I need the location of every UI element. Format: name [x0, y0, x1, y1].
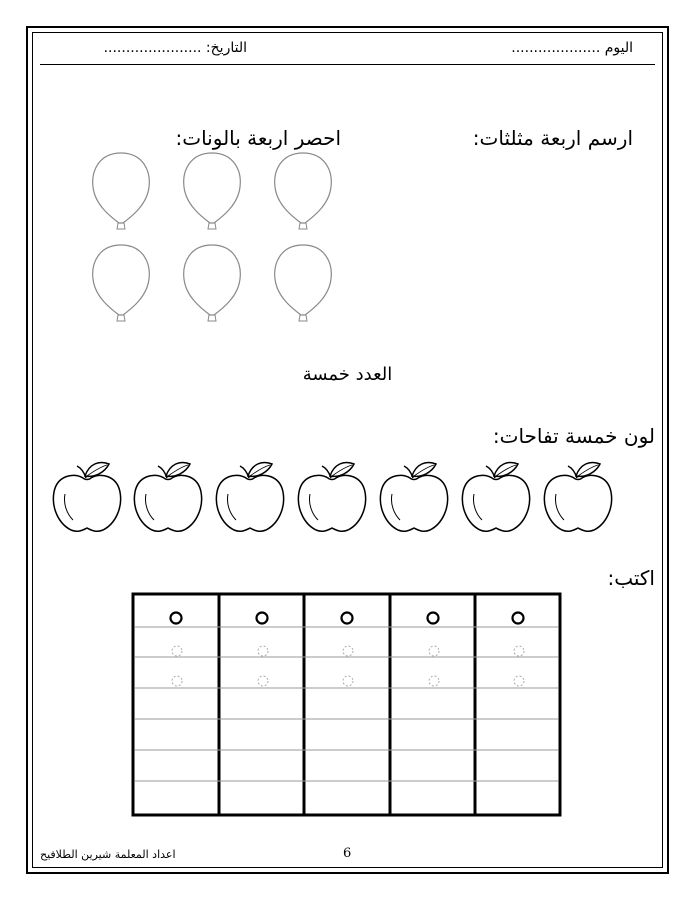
question-color-apples: لون خمسة تفاحات:: [492, 424, 655, 448]
balloon-icon: [184, 245, 241, 321]
day-field: اليوم ....................: [511, 40, 633, 56]
question-circle-balloons: احصر اربعة بالونات:: [175, 126, 341, 150]
balloon-icon: [184, 153, 241, 229]
balloon-icon: [275, 153, 332, 229]
apple-icon: [544, 463, 611, 532]
apple-icon: [462, 463, 529, 532]
digit-trace-guides: [172, 646, 524, 686]
question-write: اكتب:: [607, 566, 655, 590]
balloon-icon: [93, 153, 150, 229]
writing-practice-grid: [133, 594, 560, 815]
digit-model: [428, 613, 439, 624]
apple-icon: [380, 463, 447, 532]
digit-model: [342, 613, 353, 624]
balloon-icon: [93, 245, 150, 321]
question-draw-triangles: ارسم اربعة مثلثات:: [472, 126, 633, 150]
author-credit: اعداد المعلمة شيرين الطلافيح: [40, 848, 176, 861]
number-title: العدد خمسة: [302, 364, 393, 385]
digit-model: [171, 613, 182, 624]
balloon-icon: [275, 245, 332, 321]
apple-icon: [53, 463, 120, 532]
digit-model: [513, 613, 524, 624]
digit-model: [257, 613, 268, 624]
date-field: التاريخ: ......................: [103, 40, 247, 56]
apple-icon: [298, 463, 365, 532]
apple-icon: [216, 463, 283, 532]
apple-icon: [134, 463, 201, 532]
page-number: 6: [343, 846, 352, 861]
